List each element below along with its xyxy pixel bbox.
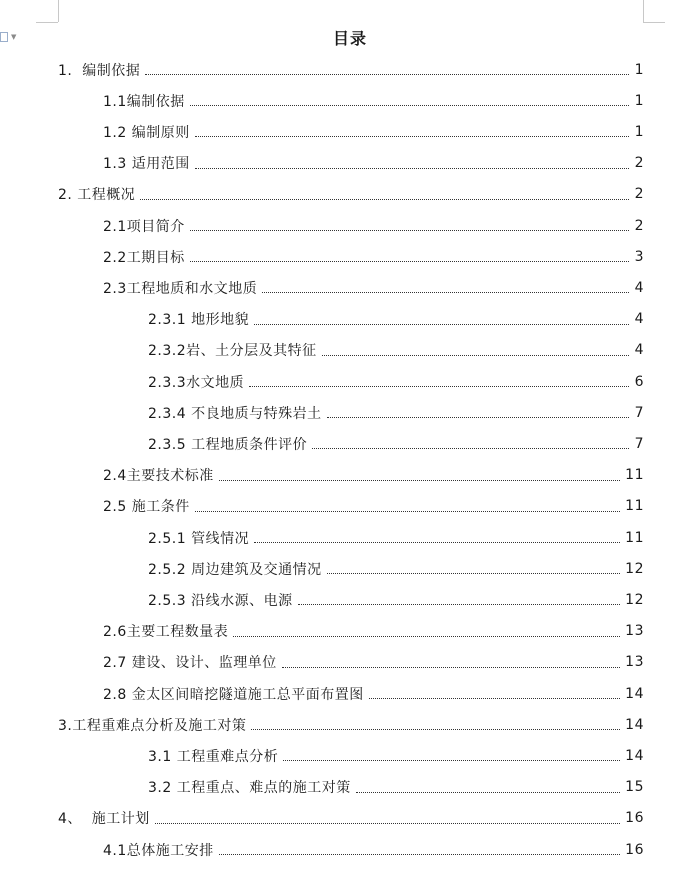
crop-mark-top-right [643,0,644,22]
toc-page-number: 11 [625,529,644,546]
toc-page-number: 13 [625,623,644,640]
toc-page-number: 1 [634,92,644,109]
toc-entry-title: 1.3 适用范围 [103,156,190,173]
toc-page-number: 14 [625,747,644,764]
toc-entry-title: 2.5.3 沿线水源、电源 [148,592,293,609]
toc-entry-title: 3.工程重难点分析及施工对策 [58,717,247,734]
toc-dot-leader [254,528,620,543]
toc-entry[interactable] [148,740,644,771]
crop-mark-top-right-h [643,22,665,23]
toc-dot-leader [254,310,629,325]
toc-page-number: 13 [625,654,644,671]
toc-entry-title: 3.1 工程重难点分析 [148,748,279,765]
toc-entry-title: 1. 编制依据 [58,62,141,79]
toc-entry-title: 2.3工程地质和水文地质 [103,280,258,297]
toc-page-number: 2 [634,155,644,172]
toc-dot-leader [190,247,629,262]
toc-entry[interactable] [103,272,644,303]
toc-entry[interactable] [103,616,644,647]
toc-entry-title: 2.3.3水文地质 [148,374,245,391]
toc-entry-title: 3.2 工程重点、难点的施工对策 [148,780,351,797]
toc-entry[interactable] [148,522,644,553]
toc-page-number: 16 [625,841,644,858]
toc-dot-leader [298,590,621,605]
toc-dot-leader [219,840,620,855]
toc-dot-leader [283,746,620,761]
toc-page-number: 15 [625,779,644,796]
toc-entry[interactable] [103,491,644,522]
toc-page-number: 11 [625,467,644,484]
toc-entry-title: 4、 施工计划 [58,811,150,828]
toc-entry[interactable] [148,584,644,615]
toc-dot-leader [356,778,620,793]
toc-page-number: 12 [625,591,644,608]
toc-page-number: 3 [634,248,644,265]
toc-entry[interactable] [103,678,644,709]
toc-dot-leader [369,684,620,699]
toc-dot-leader [195,154,629,169]
toc-entry-title: 2.2工期目标 [103,249,185,266]
toc-entry-title: 1.2 编制原则 [103,124,190,141]
toc-dot-leader [190,216,629,231]
toc-dot-leader [219,466,620,481]
toc-entry-title: 2.5.2 周边建筑及交通情况 [148,561,322,578]
toc-dot-leader [312,434,629,449]
toc-page-number: 4 [634,342,644,359]
toc-dot-leader [190,91,629,106]
toc-dot-leader [195,497,620,512]
toc-page-number: 2 [634,186,644,203]
toc-entry[interactable] [148,304,644,335]
toc-dot-leader [145,60,629,75]
toc-entry-title: 2.3.5 工程地质条件评价 [148,436,308,453]
toc-entry[interactable] [148,772,644,803]
toc-page-number: 14 [625,716,644,733]
toc-entry[interactable] [58,54,644,85]
toc-entry[interactable] [103,460,644,491]
toc-entry-title: 2.3.4 不良地质与特殊岩土 [148,405,322,422]
toc-page-number: 7 [634,435,644,452]
toc-page-number: 12 [625,560,644,577]
toc-entry[interactable] [148,397,644,428]
toc-entry-title: 2.7 建设、设计、监理单位 [103,655,277,672]
toc-page-number: 7 [634,404,644,421]
toc-page-number: 4 [634,279,644,296]
toc-dot-leader [249,372,629,387]
toc-entry-title: 2.5.1 管线情况 [148,530,250,547]
toc-entry-title: 4.1总体施工安排 [103,842,214,859]
toc-dot-leader [322,341,629,356]
toc-entry[interactable] [148,366,644,397]
toc-page-number: 2 [634,217,644,234]
toc-entry-title: 1.1编制依据 [103,93,185,110]
toc-dot-leader [155,809,620,824]
toc-entry-title: 2.5 施工条件 [103,499,190,516]
toc-entry[interactable] [148,553,644,584]
toc-page-number: 1 [634,61,644,78]
chevron-down-icon: ▼ [11,33,17,41]
crop-mark-top-left-h [36,22,58,23]
toc-entry[interactable] [148,428,644,459]
toc-entry[interactable] [58,803,644,834]
toc-entry[interactable] [103,116,644,147]
toc-dot-leader [262,278,629,293]
toc-entry[interactable] [103,148,644,179]
toc-entry[interactable] [103,85,644,116]
toc-entry[interactable] [103,210,644,241]
toc-entry-title: 2.1项目简介 [103,218,185,235]
toc-page-number: 6 [634,373,644,390]
toc-entry[interactable] [58,709,644,740]
toc-page-number: 1 [634,123,644,140]
toc-entry-title: 2.6主要工程数量表 [103,624,229,641]
toc-dot-leader [282,653,620,668]
toc-entry-title: 2.8 金太区间暗挖隧道施工总平面布置图 [103,686,364,703]
toc-entry-title: 2.3.1 地形地貌 [148,312,250,329]
toc-entry-title: 2.4主要技术标准 [103,468,214,485]
toc-dot-leader [251,715,620,730]
toc-page-number: 11 [625,498,644,515]
toc-entry[interactable] [148,335,644,366]
toc-entry[interactable] [103,241,644,272]
toc-page-number: 16 [625,810,644,827]
toc-entry-title: 2.3.2岩、土分层及其特征 [148,343,317,360]
toc-entry[interactable] [58,179,644,210]
toc-page-number: 4 [634,311,644,328]
toc-dot-leader [233,622,620,637]
toc-dot-leader [327,559,621,574]
toc-dot-leader [195,122,629,137]
toc-entry[interactable] [103,647,644,678]
toc-page-number: 14 [625,685,644,702]
toc-entry-title: 2. 工程概况 [58,187,136,204]
crop-mark-top-left [58,0,59,22]
page-title: 目录 [332,29,367,48]
toc-dot-leader [327,403,629,418]
toc-dot-leader [140,185,629,200]
toc-entry[interactable] [103,834,644,865]
